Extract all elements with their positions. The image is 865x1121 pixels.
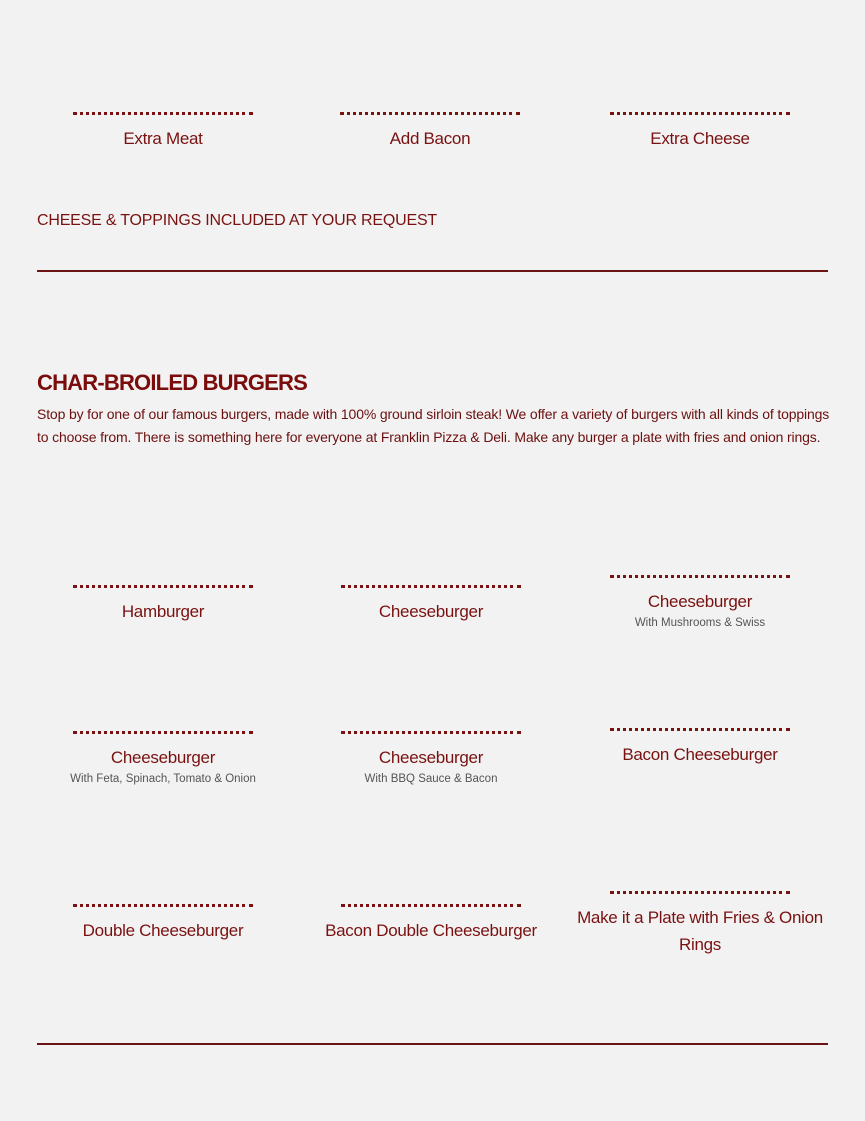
price-leader-dots [73,112,253,115]
price-leader-dots [73,585,253,588]
menu-item-name: Hamburger [121,602,205,621]
menu-item-cheeseburger-feta [33,731,293,785]
menu-item-name: Make it a Plate with Fries & Onion Rings [577,908,823,954]
menu-item-bacon-cheeseburger [570,728,830,768]
menu-item-cheeseburger [301,585,561,625]
menu-item-name: Bacon Cheeseburger [622,745,778,764]
menu-item-name: Cheeseburger [110,748,216,767]
price-leader-dots [610,891,790,894]
menu-item-extra-meat [33,112,293,152]
toppings-notice: CHEESE & TOPPINGS INCLUDED AT YOUR REQUEST [37,212,437,229]
menu-item-extra-cheese [570,112,830,152]
section-divider [37,270,828,272]
menu-item-name: Cheeseburger [378,602,484,621]
menu-item-cheeseburger-mushrooms-swiss [570,575,830,629]
price-leader-dots [341,585,521,588]
price-leader-dots [610,728,790,731]
price-leader-dots [73,904,253,907]
menu-item-double-cheeseburger [33,904,293,944]
menu-item-description: With Mushrooms & Swiss [634,617,766,629]
menu-item-name: Double Cheeseburger [82,921,244,940]
price-leader-dots [610,112,790,115]
section-title: CHAR-BROILED BURGERS [37,370,308,395]
menu-item-name: Cheeseburger [378,748,484,767]
menu-item-cheeseburger-bbq [301,731,561,785]
section-divider [37,1043,828,1045]
menu-item-name: Add Bacon [389,129,471,148]
price-leader-dots [73,731,253,734]
menu-item-description: With Feta, Spinach, Tomato & Onion [70,773,256,785]
price-leader-dots [341,731,521,734]
menu-item-plate-fries-onion-rings [570,891,830,958]
menu-item-bacon-double-cheeseburger [301,904,561,944]
menu-item-hamburger [33,585,293,625]
menu-item-description: With BBQ Sauce & Bacon [364,773,498,785]
section-description: Stop by for one of our famous burgers, made with 100% ground sirloin steak! We offer a variety of burgers with all kinds of toppings to choose from. There is something here for everyone at Franklin Pizza & Deli. Make any burger a plate with fries and onion rings. [37,406,830,445]
price-leader-dots [340,112,520,115]
menu-item-add-bacon [300,112,560,152]
menu-item-name: Extra Meat [123,129,203,148]
menu-item-name: Cheeseburger [647,592,753,611]
price-leader-dots [341,904,521,907]
menu-item-name: Bacon Double Cheeseburger [325,921,537,940]
price-leader-dots [610,575,790,578]
menu-item-name: Extra Cheese [650,129,750,148]
